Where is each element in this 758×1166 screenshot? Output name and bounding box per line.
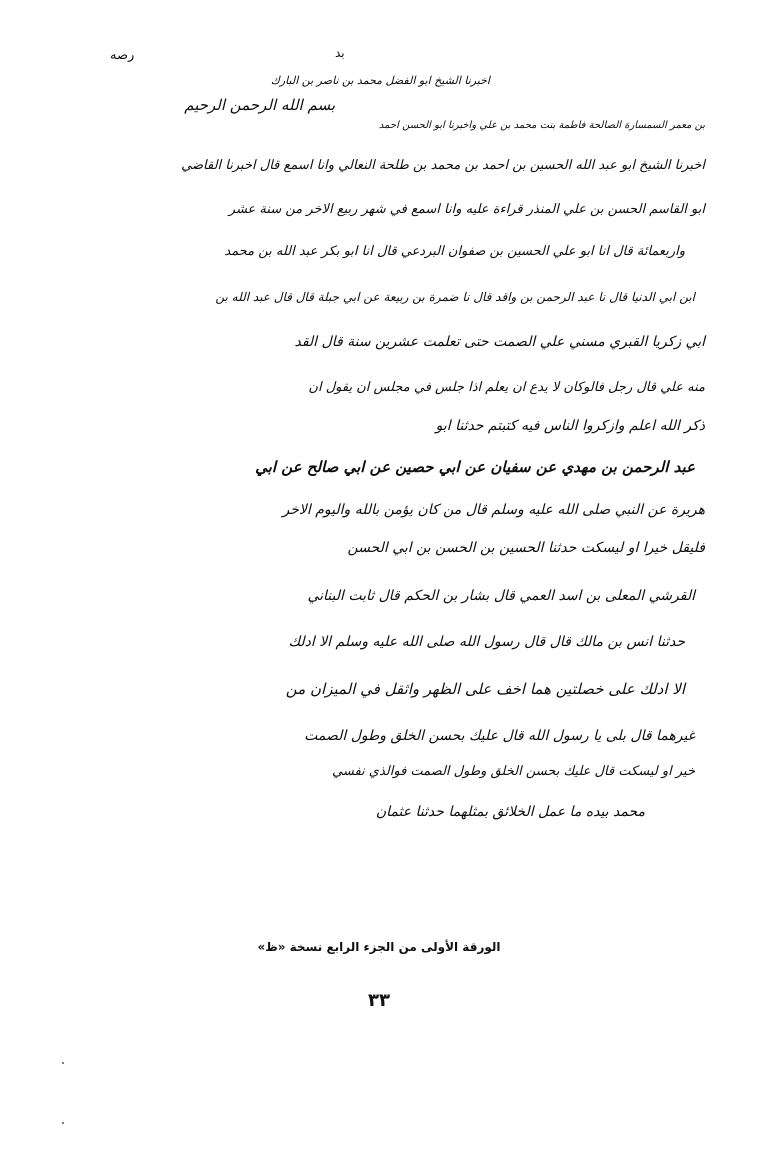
scan-speck [62,1122,64,1124]
manuscript-line: اخبرنا الشيخ ابو عبد الله الحسين بن احمد بن محمد بن طلحة النعالي وانا اسمع قال اخبرنا القاضي [181,158,705,173]
manuscript-line: عبد الرحمن بن مهدي عن سفيان عن ابي حصين عن ابي صالح عن ابي [255,458,695,476]
manuscript-line: فليقل خيرا او ليسكت حدثنا الحسين بن الحسن بن ابي الحسن [347,540,705,556]
manuscript-line: بسم الله الرحمن الرحيم [184,96,335,114]
manuscript-line: خير او ليسكت قال عليك بحسن الخلق وطول الصمت فوالذي نفسي [332,764,695,779]
manuscript-line: بن معمر السمسارة الصالحة فاطمة بنت محمد بن علي واخبرنا ابو الحسن احمد [378,120,705,131]
manuscript-line: ابن ابي الدنيا قال نا عبد الرحمن بن واقد قال نا ضمرة بن ربيعة عن ابي جبلة قال قال عبد الله بن [215,290,695,304]
manuscript-line: واربعمائة قال انا ابو علي الحسين بن صفوان البردعي قال انا ابو بكر عبد الله بن محمد [224,244,685,259]
manuscript-line: ابي زكريا القبري مسني علي الصمت حتى تعلمت عشرين سنة قال القد [294,334,705,350]
manuscript-line: ذكر الله اعلم وازكروا الناس فيه كتبتم حدثنا ابو [435,418,705,434]
manuscript-line: حدثنا انس بن مالك قال قال رسول الله صلى الله عليه وسلم الا ادلك [288,634,685,650]
manuscript-line: الا ادلك على خصلتين هما اخف على الظهر واثقل في الميزان من [285,680,685,698]
manuscript-line: ابو القاسم الحسن بن علي المنذر قراءة عليه وانا اسمع في شهر ربيع الاخر من سنة عشر [228,202,705,217]
top-annotation: بد [335,46,345,60]
manuscript-line: غيرهما قال بلى يا رسول الله قال عليك بحسن الخلق وطول الصمت [304,728,695,744]
corner-annotation: رصه [110,48,135,63]
manuscript-line: القرشي المعلى بن اسد العمي قال بشار بن الحكم قال ثابت البناني [307,588,695,604]
manuscript-line: اخبرنا الشيخ ابو الفضل محمد بن ناصر بن البارك [270,74,490,87]
manuscript-line: محمد بيده ما عمل الخلائق بمثلهما حدثنا عثمان [375,804,645,820]
manuscript-body [95,40,705,870]
manuscript-line: منه علي قال رجل فالوكان لا يدع ان يعلم اذا جلس في مجلس ان يقول ان [308,380,705,395]
manuscript-line: هريرة عن النبي صلى الله عليه وسلم قال من كان يؤمن بالله واليوم الاخر [282,502,705,518]
page-number: ٣٣ [368,990,390,1011]
page-caption: الورقة الأولى من الجزء الرابع نسخة «ظ» [257,940,501,954]
scan-speck [62,1062,64,1064]
